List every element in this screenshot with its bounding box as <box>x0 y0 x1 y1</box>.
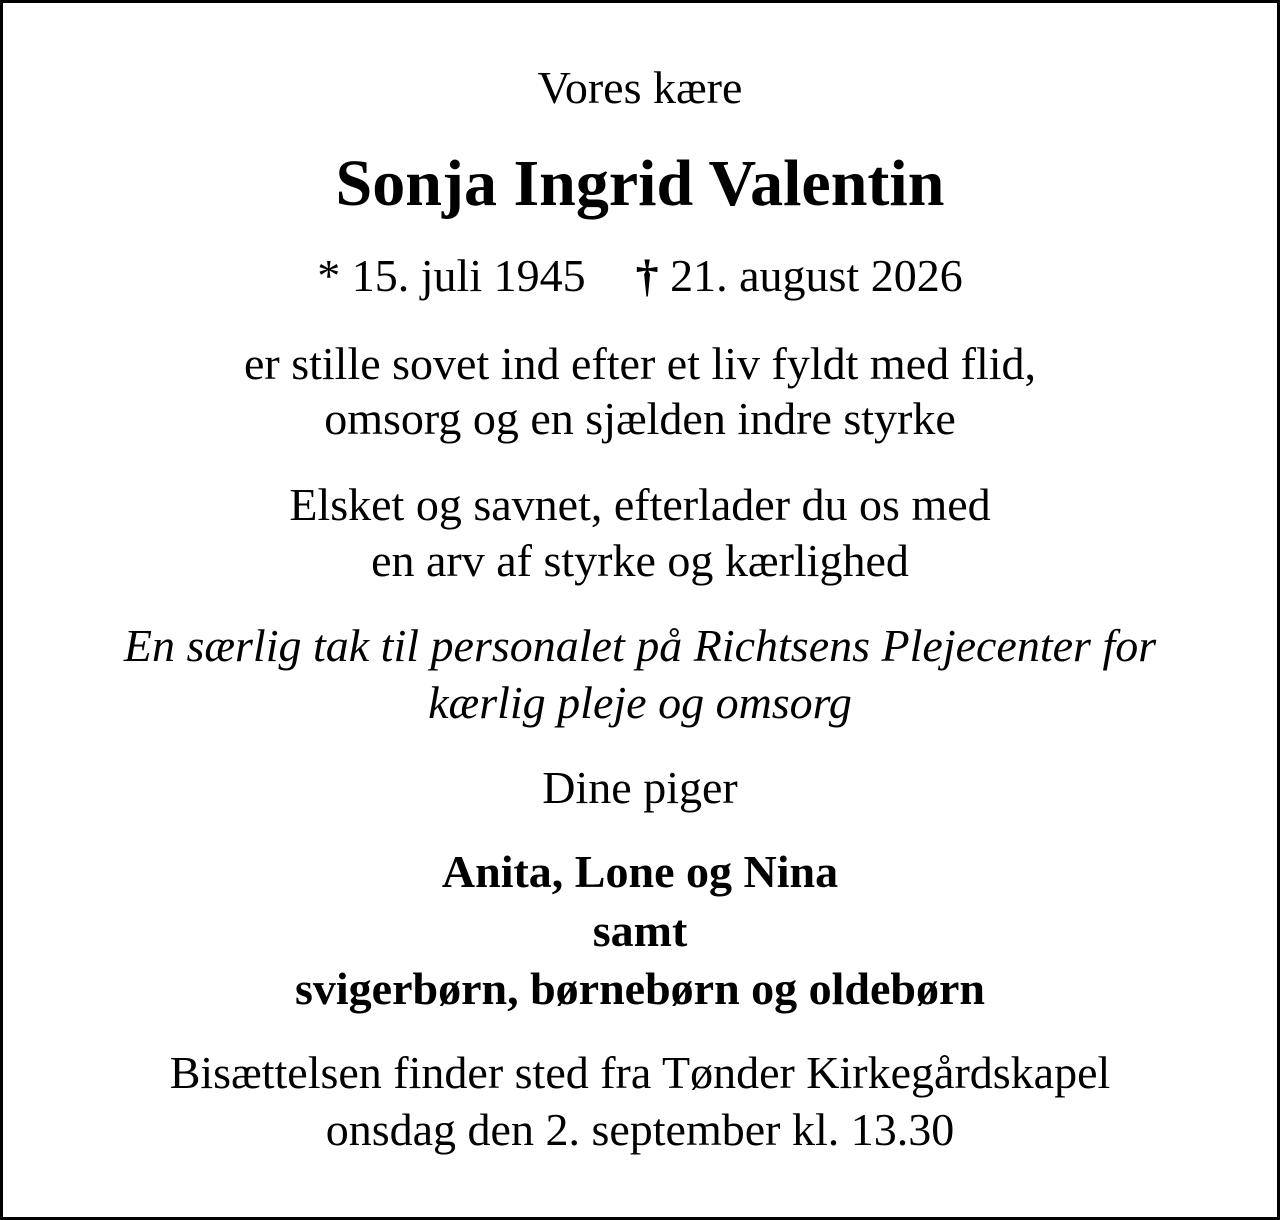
thanks-line: En særlig tak til personalet på Richtsens Plejecenter for <box>123 620 1157 671</box>
family-line: samt <box>592 905 688 956</box>
family-line: Anita, Lone og Nina <box>441 846 839 897</box>
message-line: omsorg og en sjælden indre styrke <box>324 393 956 444</box>
death-date: 21. august 2026 <box>670 250 963 301</box>
cross-icon: † <box>635 250 659 301</box>
intro-text: Vores kære <box>537 62 743 113</box>
funeral-line: onsdag den 2. september kl. 13.30 <box>325 1104 955 1155</box>
signature: Dine piger <box>542 762 738 813</box>
life-dates <box>3 250 1277 301</box>
family-line: svigerbørn, børnebørn og oldebørn <box>294 963 986 1014</box>
birth-date: * 15. juli 1945 <box>317 250 586 301</box>
tribute-line: en arv af styrke og kærlighed <box>371 535 909 586</box>
thanks-line: kærlig pleje og omsorg <box>428 677 852 728</box>
deceased-name: Sonja Ingrid Valentin <box>335 147 945 220</box>
message-line: er stille sovet ind efter et liv fyldt med flid, <box>243 338 1037 389</box>
tribute-line: Elsket og savnet, efterlader du os med <box>289 479 991 530</box>
funeral-line: Bisættelsen finder sted fra Tønder Kirkegårdskapel <box>169 1047 1111 1098</box>
